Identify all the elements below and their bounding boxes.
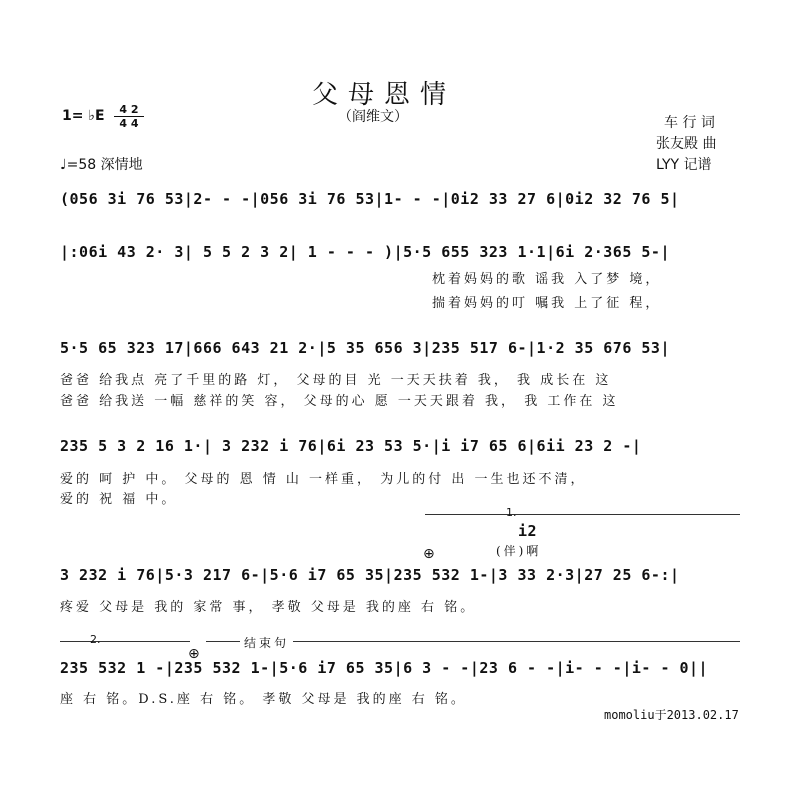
coda-label: 结束句 [240,634,293,651]
score-line-2: |:06i 43 2· 3| 5 5 2 3 2| 1 - - - )|5·5 655 323 1·1|6i 2·365 5-| [60,243,670,261]
lyric-line-4-verse-2: 爱的 祝 福 中。 [60,492,178,507]
lyric-line-3-verse-1: 爸爸 给我点 亮了千里的路 灯， 父母的目 光 一天天扶着 我， 我 成长在 这 [60,373,612,388]
lyric-line-4-verse-1: 爱的 呵 护 中。 父母的 恩 情 山 一样重， 为儿的付 出 一生也还不清， [60,472,587,487]
lyric-line-2-verse-2: 揣着妈妈的叮 嘱我 上了征 程， [432,296,662,311]
coda-icon-2: ⊕ [188,646,200,662]
key-signature: 1= ♭E [62,108,105,124]
repeat-ending-label-1: 1. [506,506,517,519]
repeat-ending-bracket-2 [60,641,190,642]
repeat-ending-label-2: 2. [90,633,101,646]
song-title: 父母恩情 [312,80,457,110]
repeat-ending-bracket-1 [425,514,740,515]
signature: momoliu于2013.02.17 [604,708,739,722]
lyric-line-6: 座 右 铭。D.S.座 右 铭。 孝敬 父母是 我的座 右 铭。 [60,692,467,707]
credit-lyricist: 车 行 词 [664,115,715,131]
time-signature [114,104,144,129]
credit-composer: 张友殿 曲 [656,136,717,152]
coda-icon: ⊕ [423,546,435,562]
score-line-1: (056 3i 76 53|2- - -|056 3i 76 53|1- - -|0i2 33 27 6|0i2 32 76 5| [60,190,680,208]
credit-transcriber: LYY 记谱 [656,157,712,173]
accompaniment-label: (伴)啊 [496,544,542,558]
time-signature-top: 4 2 [119,103,139,116]
score-line-3: 5·5 65 323 17|666 643 21 2·|5 35 656 3|235 517 6-|1·2 35 676 53| [60,339,670,357]
score-line-6: 235 532 1 -|235 532 1-|5·6 i7 65 35|6 3 - -|23 6 - -|i- - -|i- - 0|| [60,659,709,677]
ending-notes: i2 [518,522,538,540]
score-line-5: 3 232 i 76|5·3 217 6-|5·6 i7 65 35|235 532 1-|3 33 2·3|27 25 6-:| [60,566,680,584]
lyric-line-3-verse-2: 爸爸 给我送 一幅 慈祥的笑 容， 父母的心 愿 一天天跟着 我， 我 工作在 这 [60,394,619,409]
score-line-4: 235 5 3 2 16 1·| 3 232 i 76|6i 23 53 5·|i i7 65 6|6ii 23 2 -| [60,437,642,455]
song-subtitle: （阎维文） [338,109,408,125]
time-signature-bottom: 4 4 [119,117,139,130]
lyric-line-2-verse-1: 枕着妈妈的歌 谣我 入了梦 境， [432,272,662,287]
tempo-marking: ♩=58 深情地 [60,157,143,173]
lyric-line-5: 疼爱 父母是 我的 家常 事， 孝敬 父母是 我的座 右 铭。 [60,600,477,615]
